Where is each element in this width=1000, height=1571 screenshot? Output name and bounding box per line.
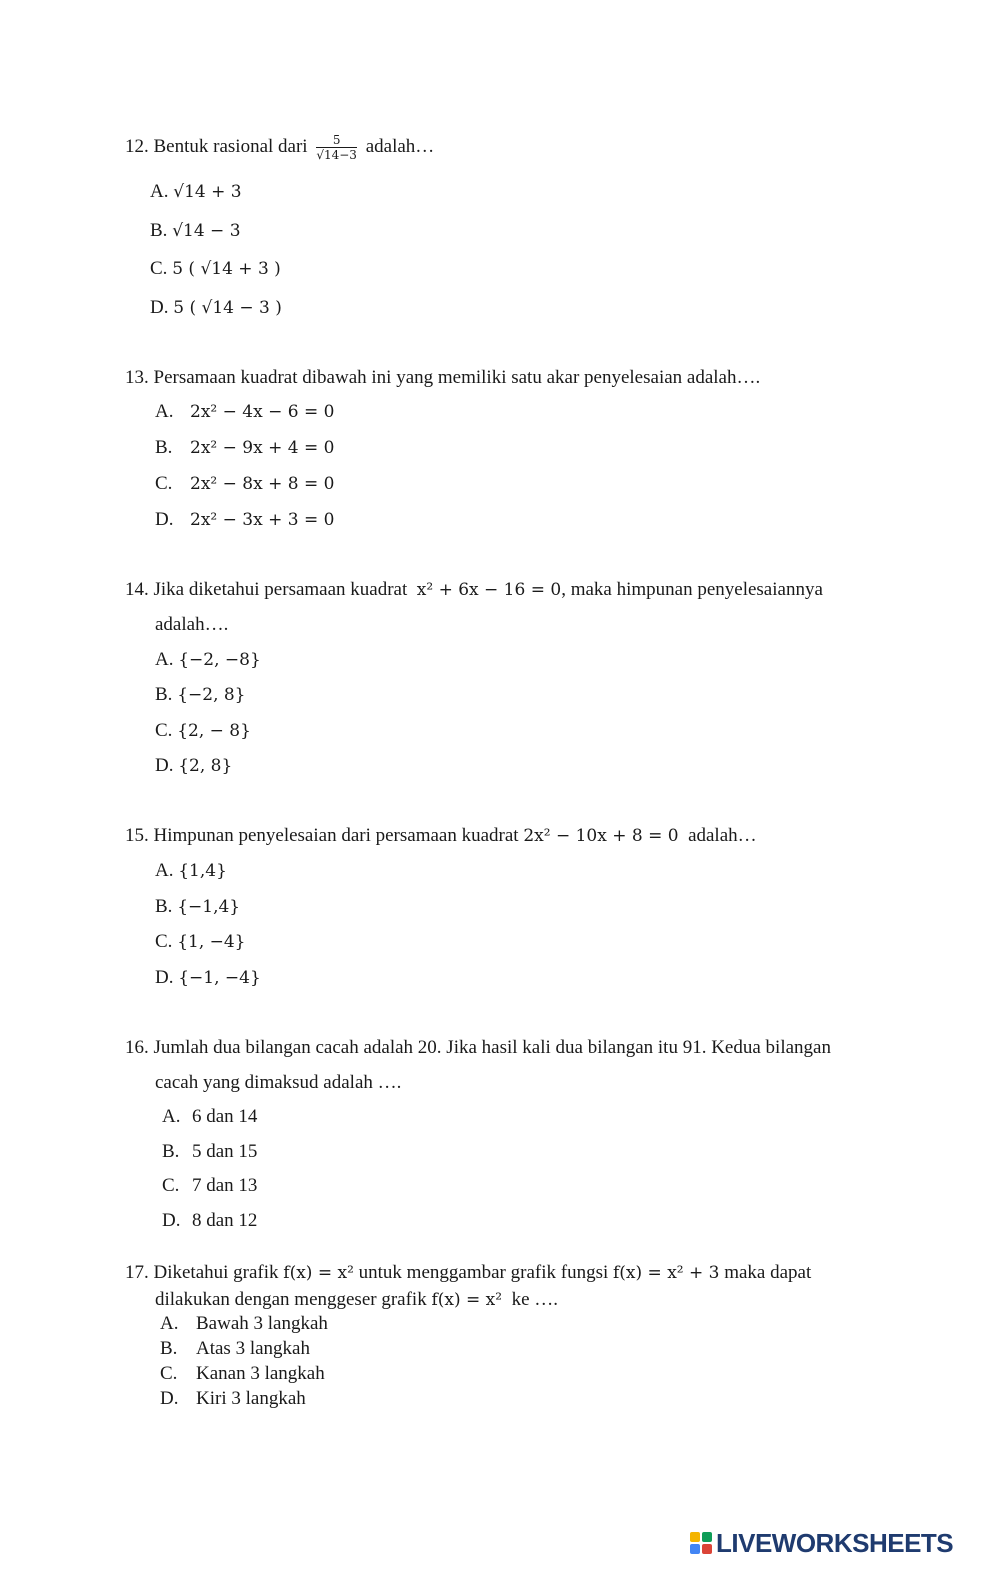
option-label: D.: [155, 509, 174, 530]
question-12-stem-prefix: 12. Bentuk rasional dari: [125, 135, 308, 157]
liveworksheets-logo-icon: [690, 1532, 712, 1554]
question-13-stem: 13. Persamaan kuadrat dibawah ini yang memiliki satu akar penyelesaian adalah….: [125, 367, 761, 388]
option-label: B.: [155, 684, 173, 705]
question-17-option-b[interactable]: [160, 1337, 310, 1361]
option-text: {1,4}: [178, 861, 227, 881]
question-15-option-d[interactable]: [155, 966, 261, 990]
question-15-stem-prefix: 15. Himpunan penyelesaian dari persamaan kuadrat: [125, 825, 519, 846]
question-17-line2-a: dilakukan dengan menggeser grafik: [155, 1289, 427, 1310]
option-label: B.: [160, 1338, 178, 1359]
option-label: A.: [155, 401, 174, 422]
fraction-denominator: [316, 148, 357, 161]
option-text: {2, − 8}: [177, 721, 251, 741]
question-12-stem-suffix: adalah…: [365, 135, 435, 157]
option-label: D.: [155, 967, 174, 988]
question-15-option-c[interactable]: [155, 930, 246, 954]
liveworksheets-logo[interactable]: [690, 1528, 953, 1558]
question-17-stem-a: 17. Diketahui grafik: [125, 1262, 279, 1283]
question-14-option-c[interactable]: [155, 719, 251, 743]
option-label: A.: [155, 649, 174, 670]
option-text: {−2, 8}: [177, 685, 246, 705]
option-label: B.: [155, 896, 173, 917]
option-label: C.: [155, 931, 173, 952]
option-label: C.: [162, 1175, 180, 1196]
option-label: B.: [162, 1141, 180, 1162]
question-12-option-d[interactable]: [150, 296, 282, 320]
question-17-option-d[interactable]: [160, 1387, 306, 1411]
option-text: 6 dan 14: [192, 1106, 258, 1127]
question-12-stem: [125, 134, 434, 161]
option-label: D.: [162, 1210, 181, 1231]
option-text: 2x² − 4x − 6 = 0: [190, 402, 335, 422]
option-label: C.: [150, 258, 168, 279]
question-13-option-d[interactable]: [155, 508, 334, 532]
question-14-stem: [125, 578, 823, 602]
question-17-eq1: f(x) = x²: [283, 1263, 354, 1283]
question-13-option-c[interactable]: [155, 472, 334, 496]
option-text: 5 ( √14 + 3 ): [172, 259, 281, 279]
logo-text: LIVEWORKSHEETS: [716, 1527, 954, 1558]
question-15-stem-suffix: adalah…: [688, 825, 757, 846]
question-14-option-d[interactable]: [155, 754, 232, 778]
question-13-option-b[interactable]: [155, 436, 334, 460]
question-16-stem-line2: cacah yang dimaksud adalah ….: [155, 1072, 402, 1093]
question-15-equation: 2x² − 10x + 8 = 0: [523, 826, 679, 846]
question-14-option-b[interactable]: [155, 683, 246, 707]
question-12-option-c[interactable]: [150, 257, 281, 281]
option-label: D.: [155, 755, 174, 776]
option-text: Kiri 3 langkah: [196, 1388, 306, 1409]
fraction-numerator: 5: [316, 134, 357, 148]
option-label: A.: [160, 1313, 179, 1334]
option-text: {−2, −8}: [178, 650, 261, 670]
option-text: 8 dan 12: [192, 1210, 258, 1231]
question-15-stem: [125, 824, 757, 848]
option-text: {−1, −4}: [178, 968, 261, 988]
option-label: A.: [162, 1106, 181, 1127]
question-14-stem-suffix: , maka himpunan penyelesaiannya: [561, 579, 823, 600]
option-label: B.: [155, 437, 173, 458]
option-text: √14 − 3: [172, 221, 241, 241]
option-text: 2x² − 8x + 8 = 0: [190, 474, 335, 494]
option-text: 7 dan 13: [192, 1175, 258, 1196]
option-label: C.: [155, 720, 173, 741]
question-16-option-d[interactable]: [162, 1209, 257, 1233]
question-16-stem: 16. Jumlah dua bilangan cacah adalah 20. Jika hasil kali dua bilangan itu 91. Kedua bilangan: [125, 1037, 831, 1058]
option-text: 5 ( √14 − 3 ): [173, 298, 282, 318]
option-label: A.: [155, 860, 174, 881]
question-12-option-a[interactable]: [150, 180, 242, 204]
option-text: √14 + 3: [173, 182, 242, 202]
option-label: C.: [155, 473, 173, 494]
question-17-eq3: f(x) = x²: [431, 1290, 503, 1310]
question-16-option-c[interactable]: [162, 1174, 257, 1198]
option-label: C.: [160, 1363, 178, 1384]
option-label: A.: [150, 181, 169, 202]
question-17-stem: [125, 1261, 811, 1285]
question-17-option-a[interactable]: [160, 1312, 328, 1336]
option-text: {1, −4}: [177, 932, 246, 952]
question-14-stem-prefix: 14. Jika diketahui persamaan kuadrat: [125, 579, 408, 600]
option-label: D.: [150, 297, 169, 318]
option-text: {2, 8}: [178, 756, 233, 776]
question-14-stem-line2: adalah….: [155, 614, 229, 635]
question-16-option-a[interactable]: [162, 1105, 257, 1129]
option-text: 2x² − 3x + 3 = 0: [190, 510, 335, 530]
option-text: Bawah 3 langkah: [196, 1313, 328, 1334]
question-17-stem-b: untuk menggambar grafik fungsi: [358, 1262, 609, 1283]
question-14-option-a[interactable]: [155, 648, 261, 672]
question-15-option-b[interactable]: [155, 895, 240, 919]
denominator-root: √14: [316, 148, 340, 162]
option-text: 2x² − 9x + 4 = 0: [190, 438, 335, 458]
option-text: Kanan 3 langkah: [196, 1363, 325, 1384]
question-17-stem-line2: [155, 1288, 558, 1312]
option-text: 5 dan 15: [192, 1141, 258, 1162]
denominator-rest: −3: [339, 148, 357, 162]
question-15-option-a[interactable]: [155, 859, 227, 883]
question-12-option-b[interactable]: [150, 219, 241, 243]
question-17-eq2: f(x) = x² + 3: [613, 1263, 720, 1283]
question-17-option-c[interactable]: [160, 1362, 325, 1386]
question-13-option-a[interactable]: [155, 400, 334, 424]
option-label: B.: [150, 220, 168, 241]
option-text: {−1,4}: [177, 897, 241, 917]
option-text: Atas 3 langkah: [196, 1338, 310, 1359]
question-17-line2-b: ke ….: [511, 1289, 559, 1310]
question-16-option-b[interactable]: [162, 1140, 257, 1164]
question-17-stem-c: maka dapat: [724, 1262, 812, 1283]
question-14-equation: x² + 6x − 16 = 0: [416, 580, 562, 600]
question-12-fraction: [316, 134, 357, 161]
option-label: D.: [160, 1388, 179, 1409]
